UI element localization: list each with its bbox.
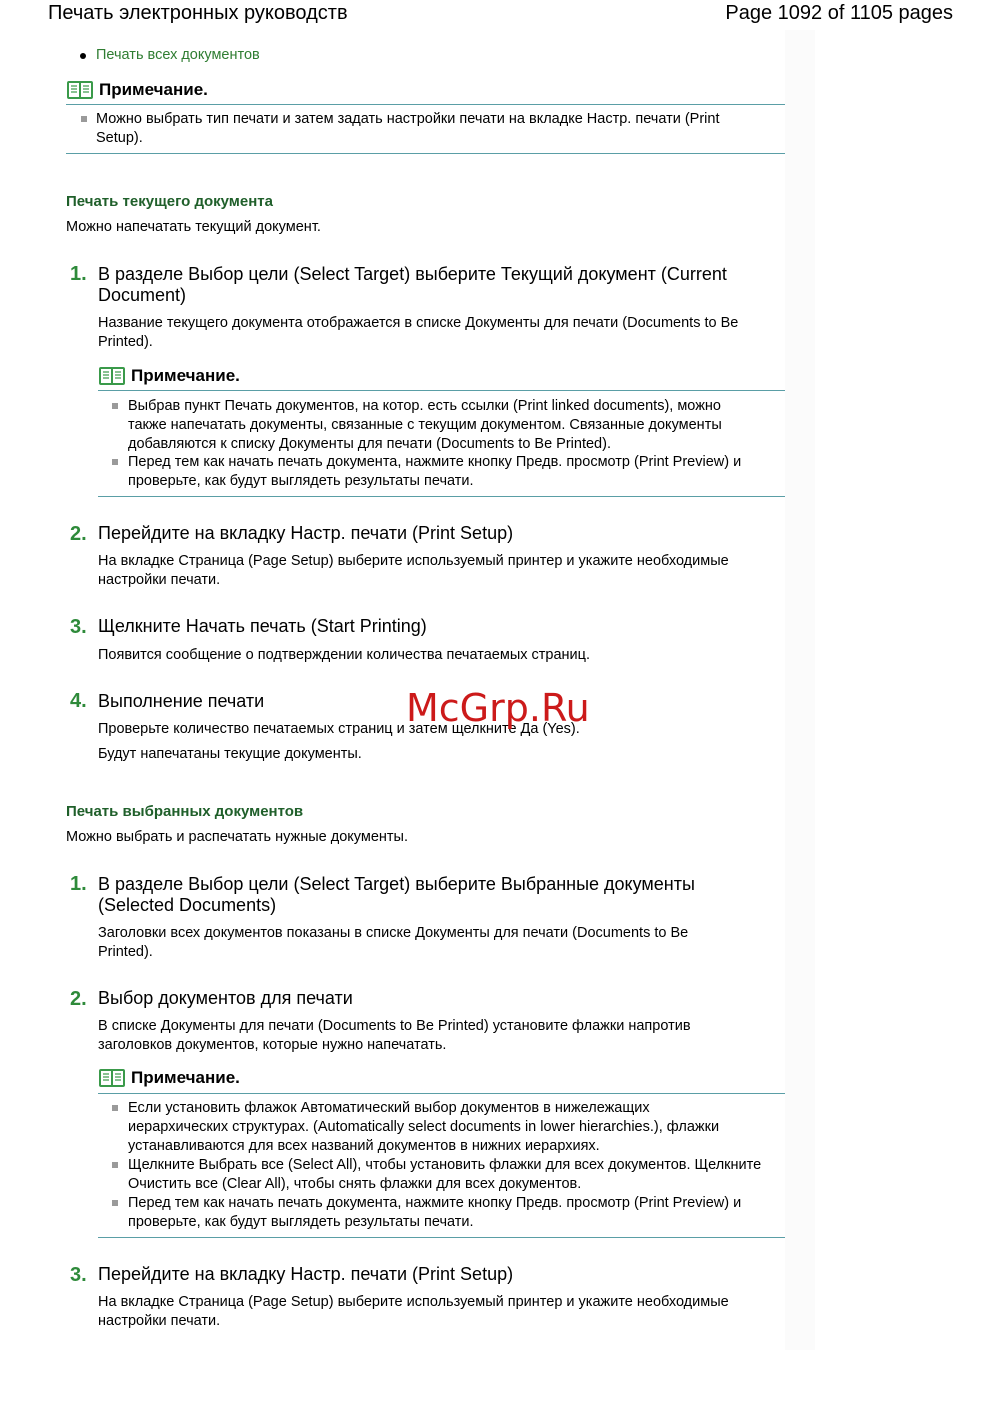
note-bullet <box>112 403 118 409</box>
step-title: В разделе Выбор цели (Select Target) выберите Текущий документ (Current Document) <box>98 264 727 305</box>
section-intro: Можно выбрать и распечатать нужные документы. <box>66 829 408 845</box>
step-number: 2. <box>70 988 87 1010</box>
book-icon <box>98 366 126 386</box>
note-heading <box>66 80 208 100</box>
bullet <box>80 53 86 59</box>
step-number: 3. <box>70 1264 87 1286</box>
note-bullet <box>112 1162 118 1168</box>
note-item: Если установить флажок Автоматический выбор документов в нижележащих иерархических структурах. (Automatically select documents in lower hierarchies.), флажки устанавливаются для всех названий документов в нижних иерархиях. <box>128 1100 720 1154</box>
step-text: В списке Документы для печати (Documents to Be Printed) установите флажки напротив заголовков документов, которые нужно напечатать. <box>98 1018 691 1053</box>
note-bullet <box>112 1105 118 1111</box>
book-icon <box>98 1068 126 1088</box>
note-heading <box>98 1068 240 1088</box>
step-title: В разделе Выбор цели (Select Target) выберите Выбранные документы (Selected Documents) <box>98 874 695 915</box>
book-icon <box>66 80 94 100</box>
step-title: Щелкните Начать печать (Start Printing) <box>98 616 427 636</box>
note-divider <box>98 496 785 497</box>
page-shade <box>785 30 815 1350</box>
step-text: Появится сообщение о подтверждении количества печатаемых страниц. <box>98 647 590 663</box>
note-label: Примечание. <box>131 1068 240 1087</box>
step-title: Перейдите на вкладку Настр. печати (Print Setup) <box>98 523 514 543</box>
step-title: Выбор документов для печати <box>98 988 353 1008</box>
print-all-documents-link[interactable]: Печать всех документов <box>96 47 260 63</box>
note-item: Перед тем как начать печать документа, нажмите кнопку Предв. просмотр (Print Preview) и проверьте, как будут выглядеть результаты печати. <box>128 1195 742 1230</box>
note-bullet <box>112 1200 118 1206</box>
page-counter: Page 1092 of 1105 pages <box>725 2 953 24</box>
note-divider <box>66 104 785 105</box>
note-divider <box>98 390 785 391</box>
note-divider <box>98 1237 785 1238</box>
note-bullet <box>112 459 118 465</box>
watermark: McGrp.Ru <box>406 686 590 730</box>
note-item: Перед тем как начать печать документа, нажмите кнопку Предв. просмотр (Print Preview) и проверьте, как будут выглядеть результаты печати. <box>128 454 742 489</box>
step-text: Заголовки всех документов показаны в списке Документы для печати (Documents to Be Printed). <box>98 925 689 960</box>
step-text: Будут напечатаны текущие документы. <box>98 746 362 762</box>
section-title: Печать выбранных документов <box>66 803 304 820</box>
note-label: Примечание. <box>131 366 240 385</box>
step-number: 3. <box>70 616 87 638</box>
step-number: 1. <box>70 873 87 895</box>
step-text: Проверьте количество печатаемых страниц и затем щелкните Да (Yes). <box>98 721 580 737</box>
note-item: Щелкните Выбрать все (Select All), чтобы установить флажки для всех документов. Щелкните Очистить все (Clear All), чтобы снять флажки для всех документов. <box>128 1157 762 1192</box>
step-text: На вкладке Страница (Page Setup) выберите используемый принтер и укажите необходимые настройки печати. <box>98 553 729 588</box>
step-text: Название текущего документа отображается в списке Документы для печати (Documents to Be Printed). <box>98 315 739 350</box>
document-title: Печать электронных руководств <box>48 2 348 24</box>
note-label: Примечание. <box>99 80 208 99</box>
note-divider <box>98 1093 785 1094</box>
section-title: Печать текущего документа <box>66 193 273 210</box>
step-number: 1. <box>70 263 87 285</box>
note-bullet <box>81 116 87 122</box>
step-title: Перейдите на вкладку Настр. печати (Print Setup) <box>98 1264 514 1284</box>
note-item: Можно выбрать тип печати и затем задать настройки печати на вкладке Настр. печати (Print Setup). <box>96 111 720 146</box>
step-text: На вкладке Страница (Page Setup) выберите используемый принтер и укажите необходимые настройки печати. <box>98 1294 729 1329</box>
step-number: 4. <box>70 690 87 712</box>
note-item: Выбрав пункт Печать документов, на котор. есть ссылки (Print linked documents), можно также напечатать документы, связанные с текущим документом. Связанные документы добавляются к списку Документы для печати (Documents to Be Printed). <box>128 398 722 452</box>
section-intro: Можно напечатать текущий документ. <box>66 219 321 235</box>
note-divider <box>66 153 785 154</box>
step-number: 2. <box>70 523 87 545</box>
note-heading <box>98 366 240 386</box>
step-title: Выполнение печати <box>98 691 265 711</box>
